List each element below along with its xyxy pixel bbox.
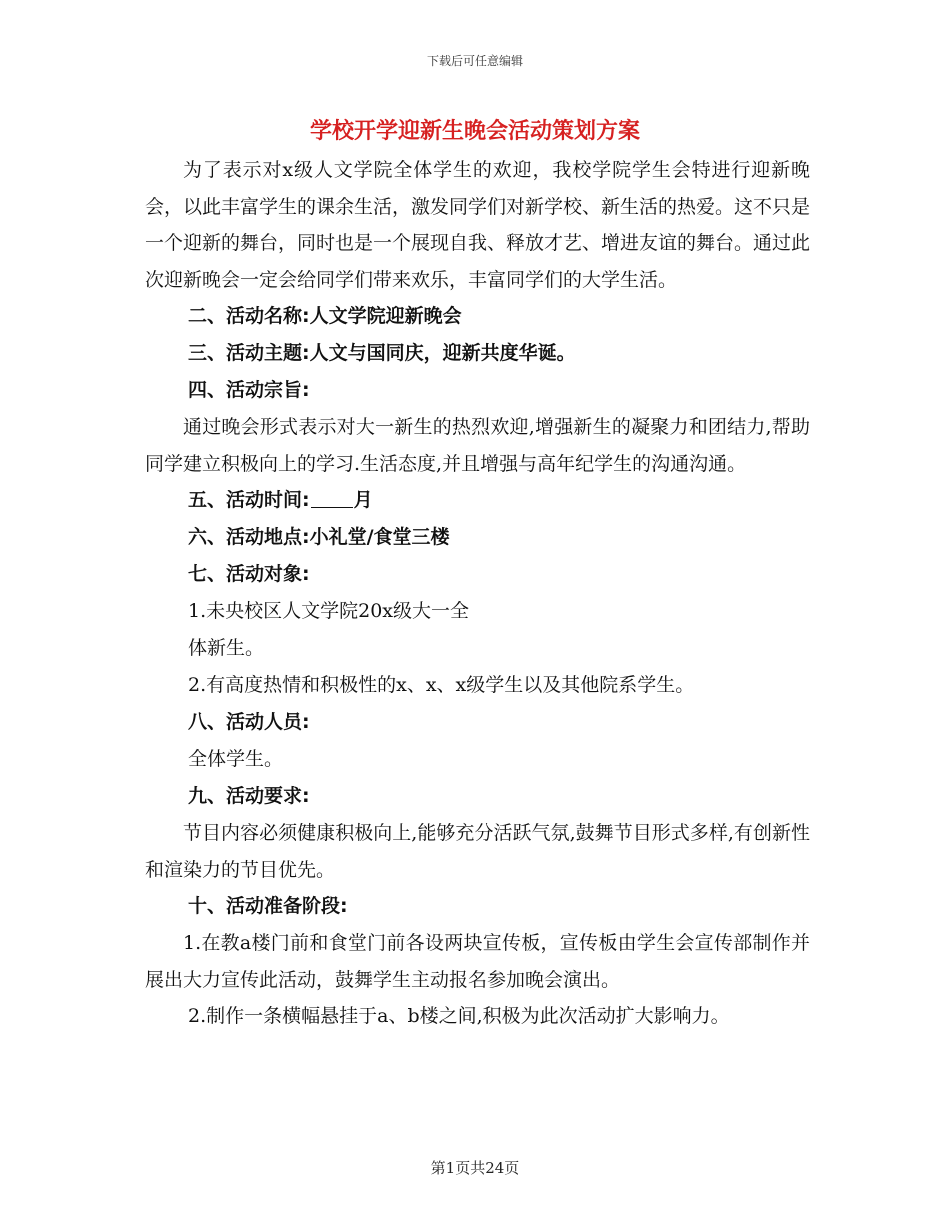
- target-item-2: 2.有高度热情和积极性的x、x、x级学生以及其他院系学生。: [188, 674, 695, 696]
- section-activity-purpose: 四、活动宗旨:: [188, 379, 310, 401]
- section-activity-theme: 三、活动主题:人文与国同庆，迎新共度华诞。: [188, 342, 576, 364]
- section-activity-name: 二、活动名称:人文学院迎新晚会: [188, 305, 462, 327]
- section-activity-location: 六、活动地点:小礼堂/食堂三楼: [188, 526, 450, 548]
- time-label: 五、活动时间:: [188, 489, 310, 511]
- document-body: [145, 152, 810, 1035]
- time-blank: [311, 489, 353, 508]
- section-activity-requirements: 九、活动要求:: [188, 785, 310, 807]
- section-activity-time: [145, 482, 810, 519]
- time-suffix: 月: [353, 489, 373, 511]
- section-activity-staff: 八、活动人员:: [188, 711, 310, 733]
- target-item-1-line-1: 1.未央校区人文学院20x级大一全: [188, 600, 470, 622]
- page-footer: 第1页共24页: [430, 1159, 520, 1177]
- purpose-paragraph: 通过晚会形式表示对大一新生的热烈欢迎,增强新生的凝聚力和团结力,帮助同学建立积极向上的学习.生活态度,并且增强与高年纪学生的沟通沟通。: [145, 416, 810, 475]
- document-title: 学校开学迎新生晚会活动策划方案: [309, 119, 640, 144]
- page-header: 下载后可任意编辑: [426, 54, 523, 68]
- section-activity-target: 七、活动对象:: [188, 563, 310, 585]
- requirements-paragraph: 节目内容必须健康积极向上,能够充分活跃气氛,鼓舞节目形式多样,有创新性和渲染力的节目优先。: [145, 822, 810, 881]
- preparation-item-2: 2.制作一条横幅悬挂于a、b楼之间,积极为此次活动扩大影响力。: [188, 1005, 730, 1027]
- intro-paragraph: 为了表示对x级人文学院全体学生的欢迎，我校学院学生会特进行迎新晚会，以此丰富学生的课余生活，激发同学们对新学校、新生活的热爱。这不只是一个迎新的舞台，同时也是一个展现自我、释放才艺、增进友谊的舞台。通过此次迎新晚会一定会给同学们带来欢乐，丰富同学们的大学生活。: [145, 159, 811, 291]
- staff-text: 全体学生。: [188, 748, 284, 770]
- preparation-item-1: 1.在教a楼门前和食堂门前各设两块宣传板，宣传板由学生会宣传部制作并展出大力宣传此活动，鼓舞学生主动报名参加晚会演出。: [145, 932, 810, 991]
- section-preparation-stage: 十、活动准备阶段:: [188, 895, 348, 917]
- target-item-1-line-2: 体新生。: [188, 637, 265, 659]
